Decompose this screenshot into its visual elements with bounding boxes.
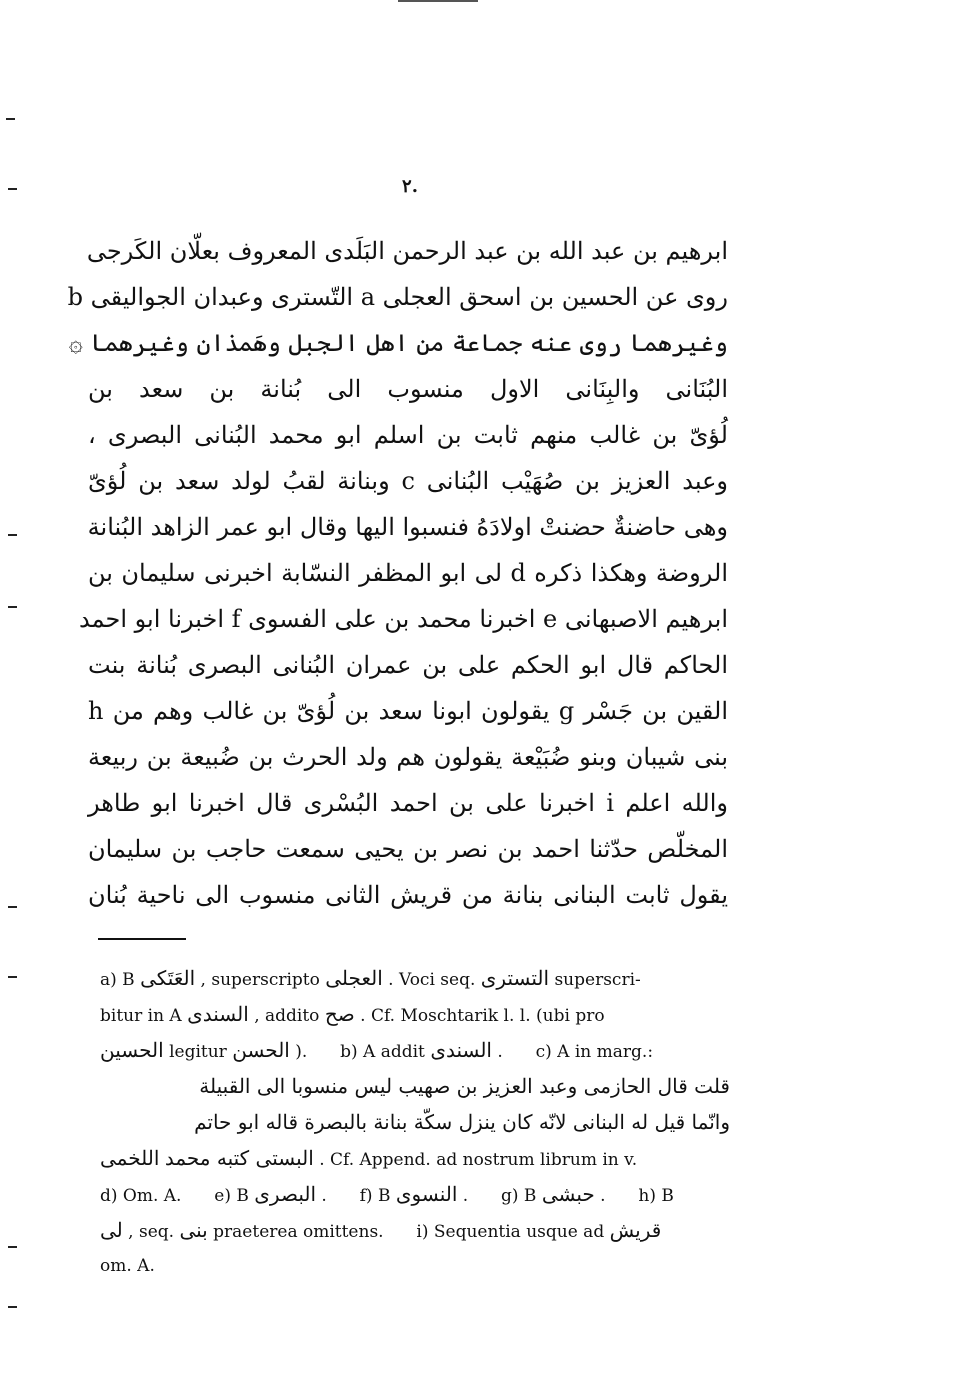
footnote-line (100, 1032, 730, 1068)
text-line: ابرهيم بن عبد الله بن عبد الرحمن البَلَدى المعروف بعلّان الكَرجى (86, 237, 728, 265)
margin-mark (8, 606, 17, 608)
footnote-text: a) B (100, 970, 135, 990)
footnote-text: praeterea omittens. (213, 1222, 384, 1242)
margin-mark (8, 1306, 17, 1308)
footnote-text: . Voci seq. (388, 970, 476, 990)
top-rule (398, 0, 478, 2)
footnote-arabic: النسوى (395, 1182, 458, 1206)
entry-heading-line: البُنَانى والبِنَانى الاول منسوب الى بُنانة بن سعد بن (88, 375, 728, 403)
margin-mark (8, 976, 17, 978)
footnote-text: i) Sequentia usque ad (416, 1222, 605, 1242)
footnote-arabic: لى (100, 1218, 123, 1242)
text-line: الحاكم قال ابو الحكم على بن عمران البُنانى البصرى بُنانة بنت (88, 651, 728, 679)
footnote-arabic: الحسن (232, 1038, 290, 1062)
footnote-text: . Cf. Moschtarik l. l. (ubi pro (360, 1006, 605, 1026)
text-line: روى عن الحسين بن اسحق العجلى a التّسترى وعبدان الجواليقى b (67, 283, 728, 311)
text-line: يقول ثابت البنانى بنانة من قريش الثانى منسوب الى ناحية بُنان (88, 881, 728, 909)
footnote-text: , superscripto (200, 970, 320, 990)
text-line: الروضة وهكذا ذكره d لى ابو المظفر النسّابة اخبرنى سليمان بن (88, 559, 728, 587)
footnote-arabic: حبشى (541, 1182, 595, 1206)
footnote-text: . (321, 1186, 327, 1206)
footnote-text: . Cf. Append. ad nostrum librum in v. (319, 1150, 638, 1170)
text-line: القين بن جَسْر g يقولون ابونا سعد بن لُؤىّ بن غالب وهم من h (88, 697, 728, 725)
footnote-text: e) B (214, 1186, 249, 1206)
footnote-line (100, 996, 730, 1032)
text-line: والله اعلم i اخبرنا على بن احمد البُسْرى قال اخبرنا ابو طاهر (88, 789, 729, 817)
margin-mark (8, 906, 17, 908)
footnote-arabic: صح (324, 1002, 355, 1026)
page-number: ٢. (402, 176, 418, 197)
footnote-arabic: العَتَكى (140, 966, 196, 990)
footnote-line (100, 1212, 730, 1248)
text-line: بنى شيبان وبنو ضُبَيْعة يقولون هم ولد الحرث بن ضُبيعة بن ربيعة (88, 743, 729, 771)
main-text (67, 228, 729, 918)
footnote-text: h) B (638, 1186, 674, 1206)
text-line: وهى حاضنةٌ حضنتْ اولادَهُ فنسبوا اليها وقال ابو عمر الزاهد البُنانة (87, 513, 728, 541)
text-line: وغيرهما روى عنه جماعة من اهل الجبل وهَمذان وغيرهما ۞ (68, 329, 728, 357)
footnote-arabic: التسترى (480, 966, 550, 990)
footnote-arabic: اللخمى (100, 1146, 160, 1170)
margin-mark (8, 1246, 17, 1248)
footnote-text: c) A in marg.: (535, 1042, 654, 1062)
footnote-arabic: السندى (430, 1038, 492, 1062)
text-line: وعبد العزيز بن صُهَيْب البُنانى c وبنانة لقبُ لولد سعد بن لُؤىّ (88, 467, 729, 495)
footnote-arabic: العجلى (325, 966, 383, 990)
footnote-line (100, 1176, 730, 1212)
footnote-text: g) B (501, 1186, 537, 1206)
footnote-line: om. A. (100, 1256, 155, 1276)
footnote-line (100, 1140, 730, 1176)
footnote-arabic-line: وانّما قيل له البنانى لانّه كان ينزل سكّة بنانة بالبصرة قاله ابو حاتم (194, 1110, 730, 1134)
footnote-text: , seq. (128, 1222, 175, 1242)
footnote-line (100, 960, 730, 996)
footnote-text: , addito (254, 1006, 320, 1026)
footnote-text: . (462, 1186, 469, 1206)
footnote-text: bitur in A (100, 1006, 182, 1026)
footnote-arabic: قريش (609, 1218, 662, 1242)
text-line: لُؤىّ بن غالب منهم ثابت بن اسلم ابو محمد البُنانى البصرى ، (88, 421, 728, 449)
footnote-arabic: السندى (187, 1002, 249, 1026)
footnote-text: d) Om. A. (100, 1186, 182, 1206)
margin-mark (6, 118, 15, 120)
footnote-arabic-line: قلت قال الحازمى وعبد العزيز بن صهيب ليس منسوبا الى القبيلة (199, 1074, 730, 1098)
footnote-arabic: الحسين (100, 1038, 164, 1062)
footnotes (100, 960, 730, 1284)
text-line: المخلّص حدّثنا احمد بن نصر بن يحيى سمعت حاجب بن سليمان (88, 835, 728, 863)
footnote-arabic: البصرى (254, 1182, 316, 1206)
footnote-text: ). (295, 1042, 308, 1062)
footnote-rule (98, 938, 186, 940)
footnote-text: . (600, 1186, 606, 1206)
footnote-text: legitur (169, 1042, 227, 1062)
text-line: ابرهيم الاصبهانى e اخبرنا محمد بن على الفسوى f اخبرنا ابو احمد (79, 605, 728, 633)
footnote-text: f) B (359, 1186, 391, 1206)
footnote-text: . (497, 1042, 503, 1062)
footnote-text: b) A addit (340, 1042, 425, 1062)
margin-mark (8, 534, 17, 536)
footnote-arabic: البستى كتبه محمد (164, 1146, 314, 1170)
margin-mark (8, 188, 17, 190)
footnote-arabic: بنى (179, 1218, 208, 1242)
footnote-text: superscri- (554, 970, 641, 990)
